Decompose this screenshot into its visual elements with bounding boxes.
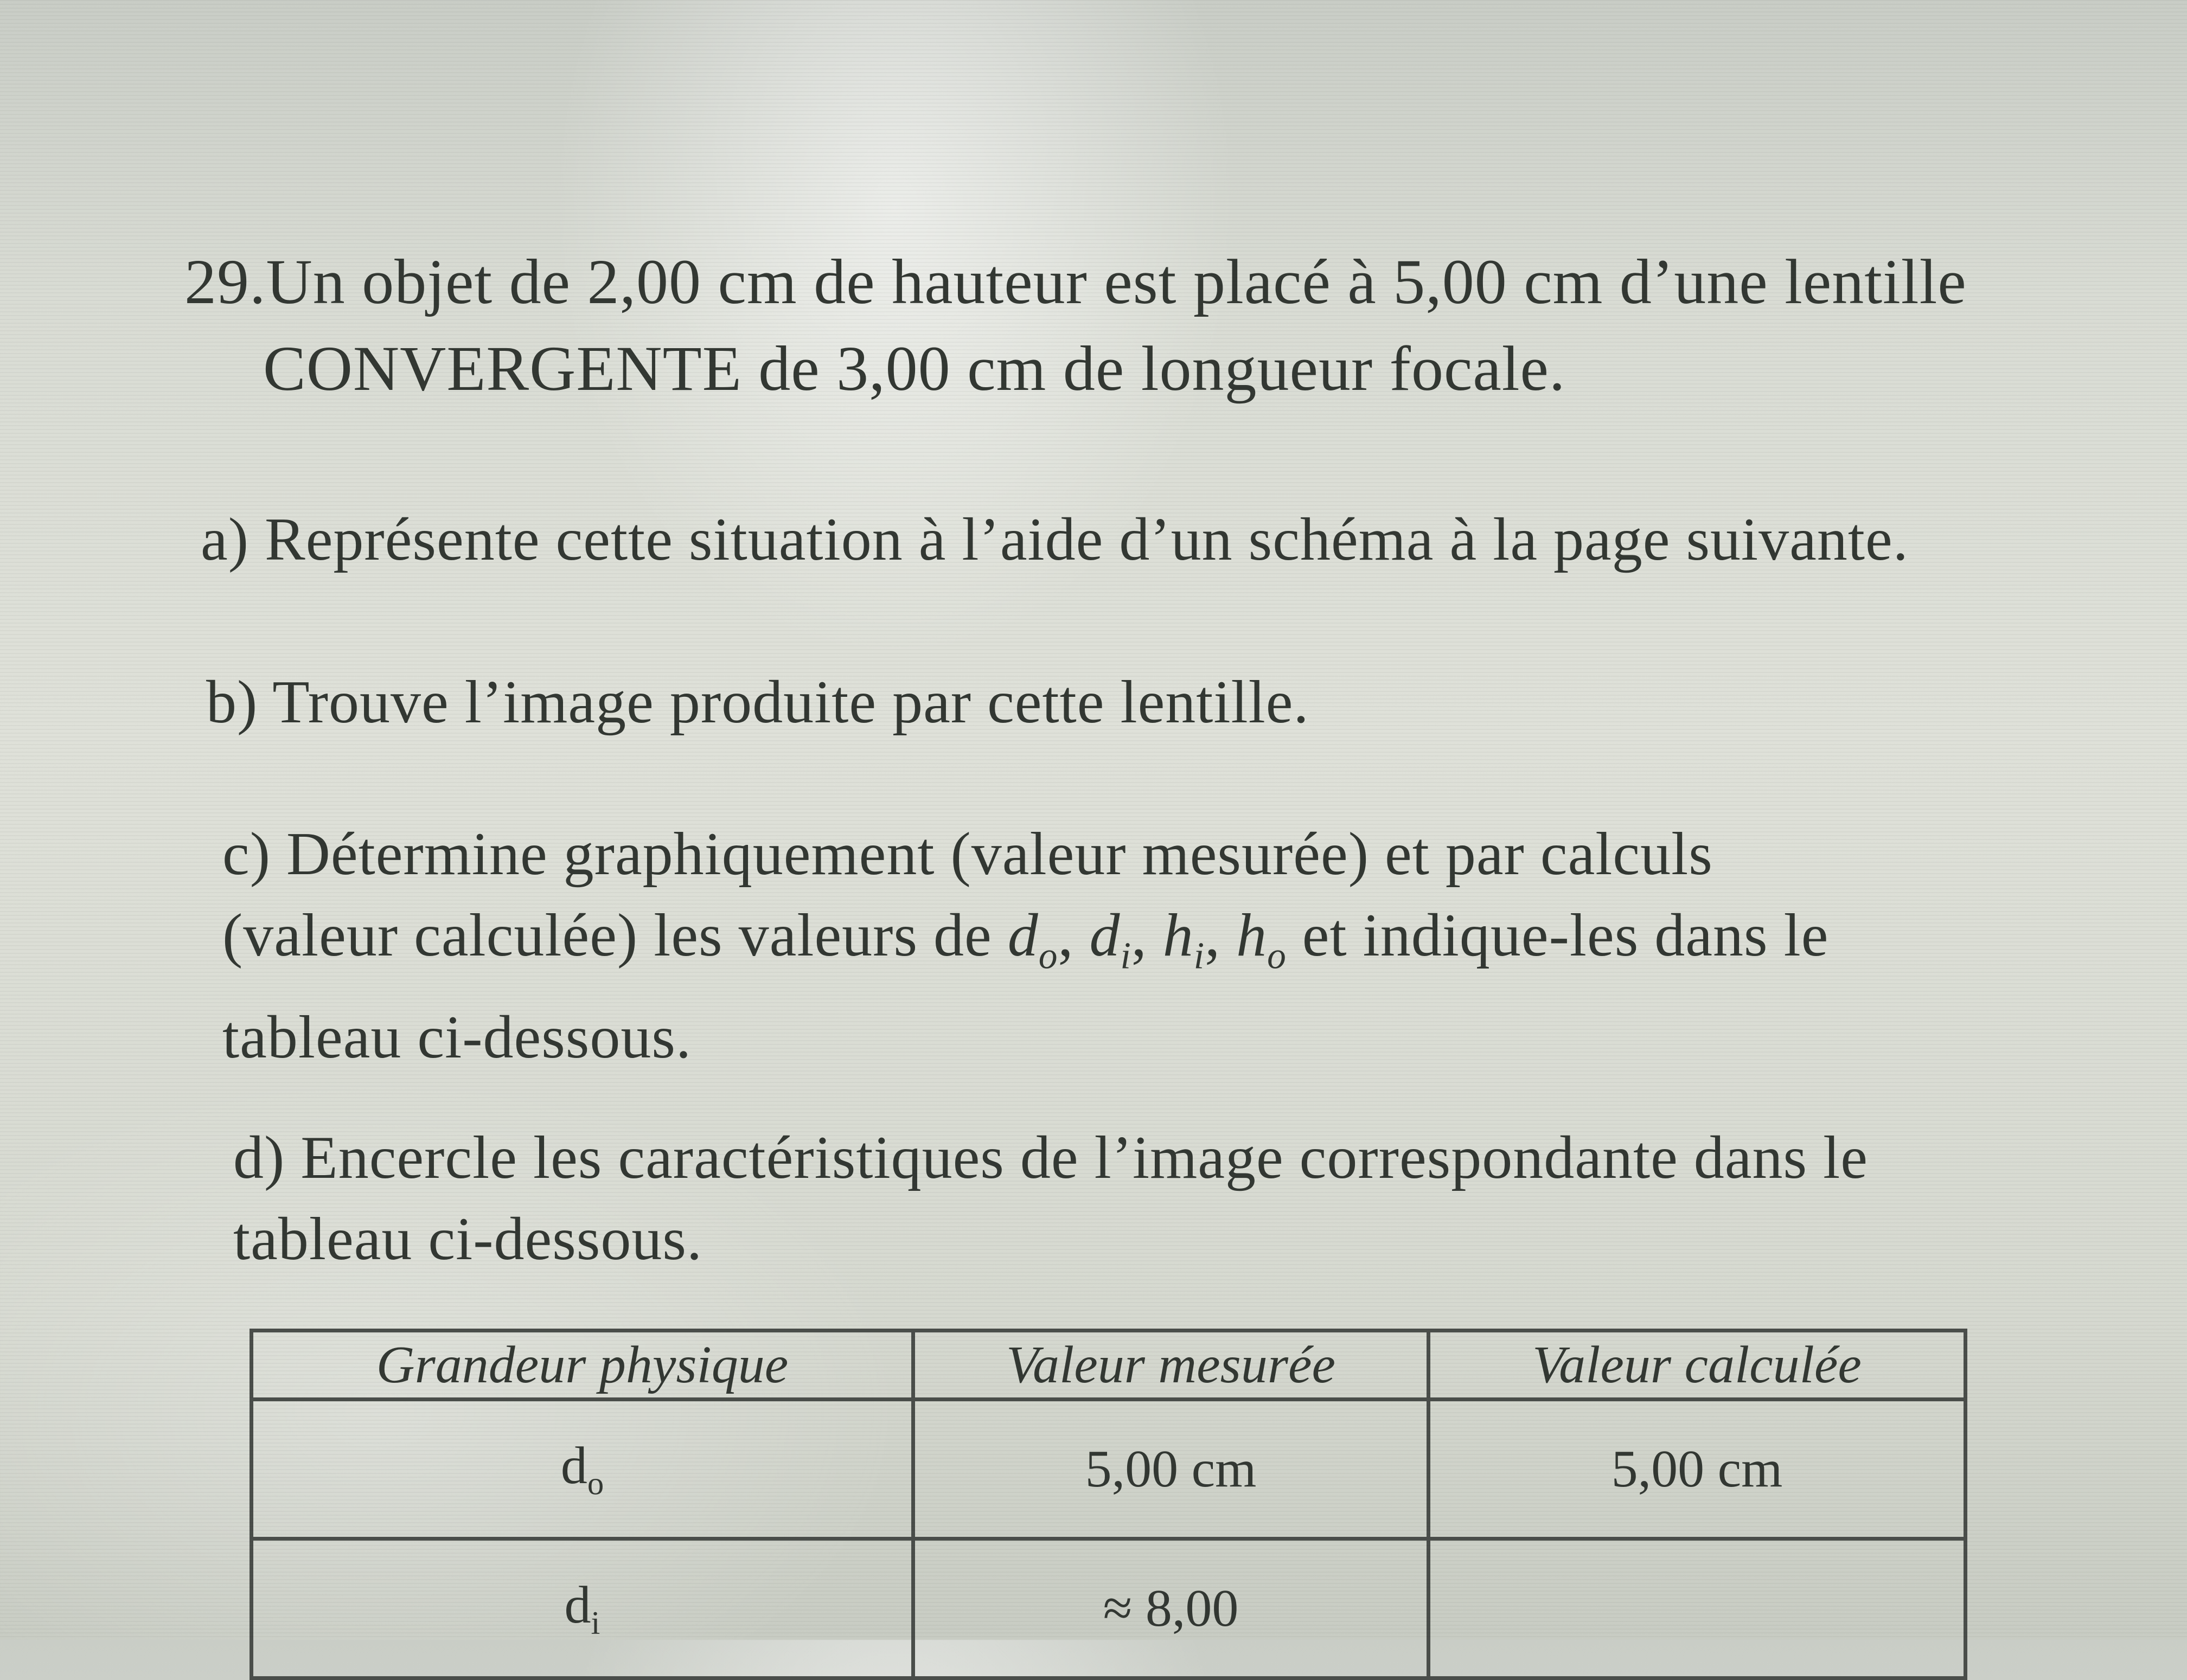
values-table-wrapper (250, 1329, 1964, 1680)
cell-calculated (1429, 1539, 1966, 1678)
table-row (252, 1400, 1966, 1539)
cell-symbol: $d_o$ (252, 1400, 913, 1539)
question-line-1: Un objet de 2,00 cm de hauteur est placé à 5,00 cm d’une lentille (266, 246, 1967, 317)
var-d-i: $d_i$ (1089, 902, 1131, 977)
cell-symbol: $d_i$ (252, 1539, 913, 1678)
item-c-suffix: et indique-les dans le tableau ci-dessous. (222, 902, 1829, 1072)
item-b: b) Trouve l’image produite par cette lentille. (206, 669, 1309, 736)
values-table (250, 1329, 1967, 1680)
item-d: d) Encercle les caractéristiques de l’image correspondante dans le tableau ci-dessous. (233, 1124, 1868, 1273)
var-d-o: $d_o$ (1007, 902, 1058, 977)
header-valeur-mesuree: Valeur mesurée (913, 1331, 1429, 1400)
item-a: a) Représente cette situation à l’aide d’un schéma à la page suivante. (201, 506, 1909, 573)
header-valeur-calculee: Valeur calculée (1429, 1331, 1966, 1400)
cell-measured: ≈ 8,00 (913, 1539, 1429, 1678)
question-number: 29. (184, 246, 266, 317)
header-grandeur: Grandeur physique (252, 1331, 913, 1400)
cell-measured: 5,00 cm (913, 1400, 1429, 1539)
var-h-i: $h_i$ (1162, 902, 1205, 977)
item-c: c) Détermine graphiquement (valeur mesurée) et par calculs (valeur calculée) les valeurs de $d_o$, $d_i$, $h_i$, $h_o$ et indique-les dans le tableau ci-dessous. (222, 820, 1829, 1072)
var-h-o: $h_o$ (1236, 902, 1287, 977)
item-c-prefix: c) Détermine graphiquement (valeur mesurée) et par calculs (valeur calculée) les valeurs de (222, 820, 1713, 969)
question-statement (184, 239, 2039, 412)
table-header-row (252, 1331, 1966, 1400)
cell-calculated: 5,00 cm (1429, 1400, 1966, 1539)
question-line-2: CONVERGENTE de 3,00 cm de longueur focale. (263, 333, 1566, 404)
table-row (252, 1539, 1966, 1678)
